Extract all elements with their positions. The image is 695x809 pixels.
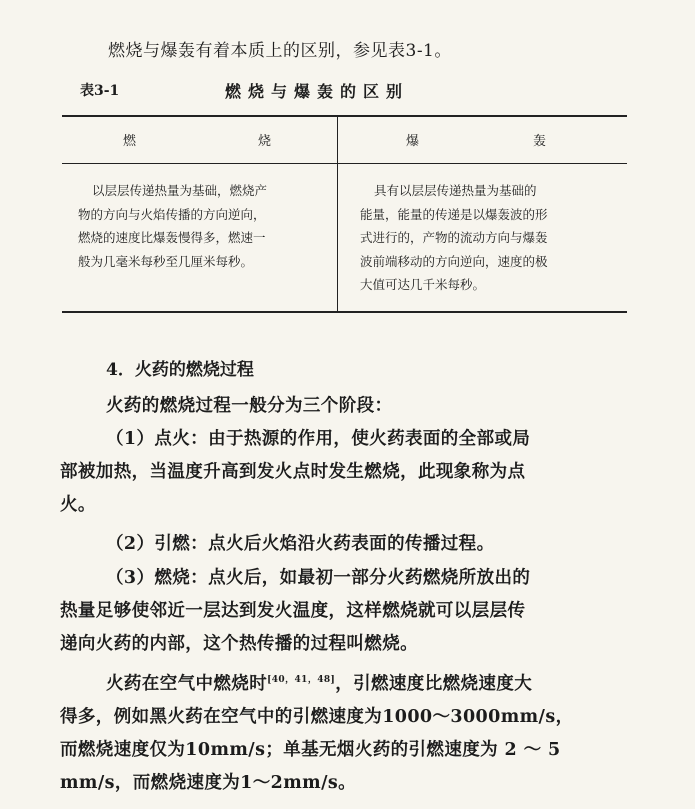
- cell-line: 式进行的，产物的流动方向与爆轰: [360, 230, 548, 245]
- table-header-divider: [337, 117, 338, 163]
- citation-ref: [40，41，48]: [267, 675, 336, 686]
- cell-line: 波前端移动的方向逆向，速度的极: [360, 253, 548, 269]
- table-bottom-rule: [62, 311, 627, 313]
- header-char: 燃: [123, 134, 137, 149]
- paragraph-line: 火。: [60, 495, 96, 515]
- paragraph-line: mm/s，而燃烧速度为1～2mm/s。: [60, 773, 357, 793]
- paragraph-line: 部被加热，当温度升高到发火点时发生燃烧，此现象称为点: [60, 462, 526, 482]
- table-body-divider: [337, 164, 338, 311]
- paragraph-line: 热量足够使邻近一层达到发火温度，这样燃烧就可以层层传: [60, 601, 526, 621]
- cell-line: 能量，能量的传递是以爆轰波的形: [360, 206, 548, 222]
- cell-line: 燃烧的速度比爆轰慢得多，燃速一: [78, 230, 266, 245]
- table-header-rule: [62, 163, 627, 164]
- stage-ignition: [60, 423, 530, 522]
- header-char: 爆: [406, 134, 420, 149]
- air-burning-paragraph: [60, 668, 574, 800]
- paragraph-line: （3）燃烧：点火后，如最初一部分火药燃烧所放出的: [106, 568, 531, 588]
- cell-line: 般为几毫米每秒至几厘米每秒。: [78, 253, 254, 269]
- cell-line: 大值可达几千米每秒。: [360, 277, 486, 292]
- header-char: 烧: [258, 134, 272, 149]
- table-cell-combustion: [78, 179, 328, 273]
- cell-line: 物的方向与火焰传播的方向逆向，: [78, 206, 266, 222]
- intro-sentence: 燃烧与爆轰有着本质上的区别，参见表3-1。: [108, 41, 452, 61]
- paragraph-line: 递向火药的内部，这个热传播的过程叫燃烧。: [60, 634, 418, 654]
- paragraph-line: 得多，例如黑火药在空气中的引燃速度为1000～3000mm/s，: [60, 707, 574, 727]
- paragraph-line: （1）点火：由于热源的作用，使火药表面的全部或局: [106, 429, 531, 449]
- paragraph-line: （2）引燃：点火后火焰沿火药表面的传播过程。: [106, 534, 495, 554]
- table-top-rule: [62, 115, 627, 117]
- table-title: 燃烧与爆轰的区别: [225, 82, 410, 101]
- paragraph-line: 而燃烧速度仅为10mm/s；单基无烟火药的引燃速度为 2 ～ 5: [60, 740, 561, 760]
- table-cell-detonation: [360, 179, 620, 297]
- cell-line: 具有以层层传递热量为基础的: [374, 183, 537, 198]
- section-intro: [106, 390, 392, 423]
- table-label: 表3-1: [80, 83, 120, 99]
- air-text-before: 火药在空气中燃烧时: [106, 674, 268, 694]
- stage-combustion: [60, 562, 530, 661]
- paragraph-line: 火药的燃烧过程一般分为三个阶段：: [106, 396, 393, 416]
- header-char: 轰: [533, 134, 547, 149]
- air-text-after: ，引燃速度比燃烧速度大: [335, 674, 533, 694]
- stage-flame-spread: [60, 528, 494, 561]
- paragraph-line: [60, 668, 574, 701]
- section-heading: 4．火药的燃烧过程: [106, 360, 254, 380]
- cell-line: 以层层传递热量为基础，燃烧产: [92, 183, 268, 198]
